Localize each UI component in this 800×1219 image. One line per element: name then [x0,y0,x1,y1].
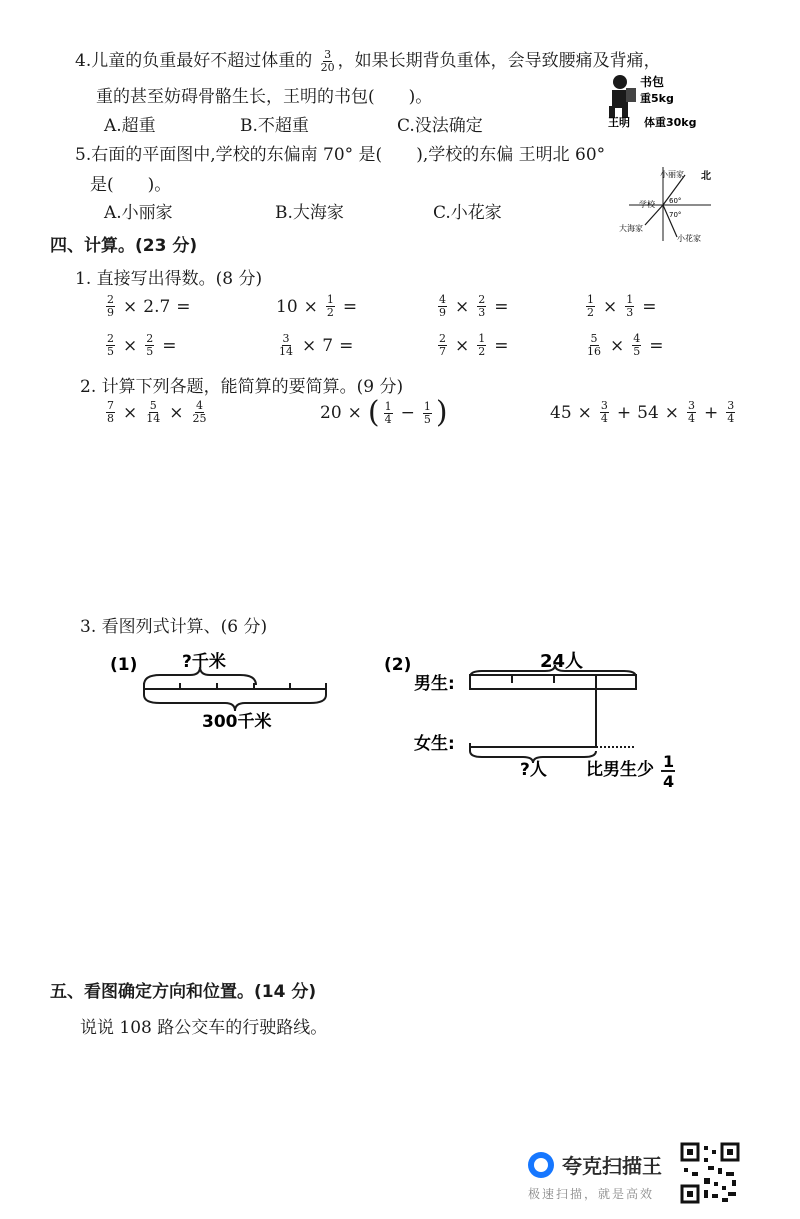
q4-line1 [75,46,661,74]
frac [384,401,393,426]
operator: × [610,335,625,356]
xiaoli-label: 小丽家 [660,170,684,179]
calc1-item-7 [436,333,513,358]
operator: × [455,335,470,356]
calc1-item-3 [436,294,513,319]
bag-weight: 重5kg [640,92,674,105]
denominator: 2 [326,306,334,319]
denominator: 5 [107,345,114,358]
denominator: 4 [727,412,735,425]
numerator: 3 [600,399,608,412]
equals: = [339,335,354,356]
frac [192,400,208,425]
calc1-item-6 [276,333,357,358]
diagram-1 [100,645,340,735]
numerator: 1 [478,332,486,345]
operator: + [704,402,719,423]
section5-text: 说说 108 路公交车的行驶路线。 [80,1018,328,1038]
denominator: 8 [107,412,114,425]
denominator: 4 [600,412,608,425]
operand: 7 [322,335,334,356]
calc2-expr-1 [104,400,210,425]
scanner-watermark [528,1150,662,1202]
q4-option-c[interactable]: C.没法确定 [397,116,483,136]
operand: 2.7 [143,296,171,317]
operand: 20 [320,403,342,423]
operator: × [347,403,362,423]
numerator: 3 [282,332,290,345]
q4-option-a[interactable]: A.超重 [104,116,156,136]
operator: × [577,402,592,423]
diagram-2-label: (2) [384,655,412,675]
frac [438,294,447,319]
right-paren: ) [435,395,448,430]
diagram-1-top-label: ?千米 [182,652,226,672]
north-label: 北 [701,171,711,182]
calc1-item-4 [584,294,661,319]
frac [600,400,609,425]
operand: 54 [637,402,659,423]
numerator: 7 [107,399,114,412]
numerator: 1 [384,399,392,413]
calc3-title: 3. 看图列式计算、(6 分) [80,617,268,637]
person-name: 王明 [608,116,630,129]
numerator: 3 [688,399,696,412]
boys-label: 男生: [414,674,455,694]
equals: = [494,296,509,317]
operand: 45 [550,402,572,423]
frac [145,333,154,358]
bottom-brace [144,695,326,711]
school-label: 学校 [639,200,655,209]
q5-map [615,165,715,247]
numerator: 1 [423,399,431,413]
q5-option-b[interactable]: B.大海家 [275,203,344,223]
angle-60: 60° [669,197,682,205]
operator: × [123,402,138,423]
numerator: 1 [326,293,334,306]
numerator: 2 [107,293,114,306]
denominator: 5 [423,412,431,426]
frac [423,401,432,426]
dahai-label: 大海家 [619,224,643,233]
denominator: 14 [146,412,161,425]
diagram-1-label: (1) [110,655,138,675]
denominator: 3 [478,306,486,319]
calc1-title: 1. 直接写出得数。(8 分) [75,269,263,289]
equals: = [342,296,358,317]
operator: × [123,335,138,356]
denominator: 4 [384,412,392,426]
angle-70: 70° [669,211,682,219]
operator: × [302,335,317,356]
denominator: 5 [146,345,154,358]
denominator: 2 [478,345,486,358]
girls-label: 女生: [414,734,455,754]
numerator: 1 [626,293,634,306]
numerator: 3 [727,399,735,412]
top-brace [144,667,256,685]
left-paren: ( [367,395,380,430]
equals: = [494,335,509,356]
operand: 10 [276,296,298,317]
operator: − [400,403,415,423]
q5-line2: 是( )。 [90,175,172,195]
numerator: 4 [196,399,203,412]
numerator: 5 [590,332,598,345]
denominator: 7 [439,345,446,358]
denominator: 4 [688,412,696,425]
qr-code-icon [680,1142,740,1204]
q4-frac-den: 20 [320,61,335,74]
scanner-logo-icon [528,1152,554,1178]
equals: = [649,335,664,356]
body-weight: 体重30kg [644,116,697,129]
q5-option-a[interactable]: A.小丽家 [104,203,173,223]
calc1-item-5 [104,333,181,358]
q4-number: 4. [75,51,92,71]
numerator: 4 [633,332,641,345]
frac [632,333,641,358]
watermark-subtitle: 极速扫描，就是高效 [528,1187,655,1201]
frac [586,294,595,319]
q5-line1: 5.右面的平面图中,学校的东偏南 70° 是( ),学校的东偏 王明北 60° [75,145,606,165]
operator: × [169,402,184,423]
operator: × [303,296,318,317]
q5-option-c[interactable]: C.小花家 [433,203,502,223]
numerator: 4 [439,293,446,306]
frac [326,294,335,319]
equals: = [642,296,657,317]
denominator: 9 [439,306,446,319]
denominator: 16 [587,345,601,358]
frac [586,333,602,358]
section4-title: 四、计算。(23 分) [50,236,198,256]
calc1-item-1 [104,294,195,319]
denominator: 9 [107,306,114,319]
q4-text-before: 儿童的负重最好不超过体重的 [91,51,313,71]
numerator: 2 [146,332,154,345]
frac [145,400,161,425]
denominator: 5 [633,345,641,358]
frac [477,333,486,358]
calc1-item-8 [584,333,668,358]
operator: × [603,296,618,317]
numerator: 2 [478,293,486,306]
frac [106,333,115,358]
q4-option-b[interactable]: B.不超重 [240,116,309,136]
student-icon [609,75,636,118]
frac [106,400,115,425]
numerator: 1 [587,293,594,306]
frac [477,294,486,319]
equals: = [162,335,177,356]
section5-title: 五、看图确定方向和位置。(14 分) [50,982,317,1002]
less-frac-den: 4 [663,772,675,791]
calc2-expr-3 [550,400,737,425]
operator: + [616,402,632,423]
operator: × [455,296,470,317]
operator: × [664,402,680,423]
operator: × [123,296,138,317]
numerator: 5 [149,399,157,412]
diagram-2 [380,645,700,795]
q4-text-after: ，如果长期背负重体，会导致腰痛及背痛， [337,51,661,71]
diagram-2-top-label: 24人 [540,651,584,672]
q4-frac-num: 3 [324,48,332,61]
denominator: 3 [626,306,634,319]
calc1-item-2 [276,294,361,319]
bag-label: 书包 [640,75,665,89]
numerator: 2 [439,332,446,345]
frac [106,294,115,319]
girls-question: ?人 [520,760,547,780]
less-frac-num: 1 [663,752,675,771]
frac [687,400,696,425]
q4-line2: 重的甚至妨碍骨骼生长，王明的书包( )。 [96,87,433,107]
frac [278,333,294,358]
frac [726,400,735,425]
xiaohua-label: 小花家 [677,234,701,243]
denominator: 2 [587,306,594,319]
q4-figure [600,70,710,130]
equals: = [176,296,191,317]
less-label: 比男生少 [586,760,654,780]
frac [438,333,447,358]
denominator: 25 [192,412,207,425]
denominator: 14 [279,345,293,358]
q4-fraction [320,49,336,74]
frac [625,294,634,319]
numerator: 2 [107,332,114,345]
calc2-expr-2 [320,395,448,430]
calc2-title: 2. 计算下列各题，能简算的要简算。(9 分) [80,377,404,397]
watermark-title: 夸克扫描王 [562,1154,662,1178]
diagram-1-bottom-label: 300千米 [202,712,272,732]
